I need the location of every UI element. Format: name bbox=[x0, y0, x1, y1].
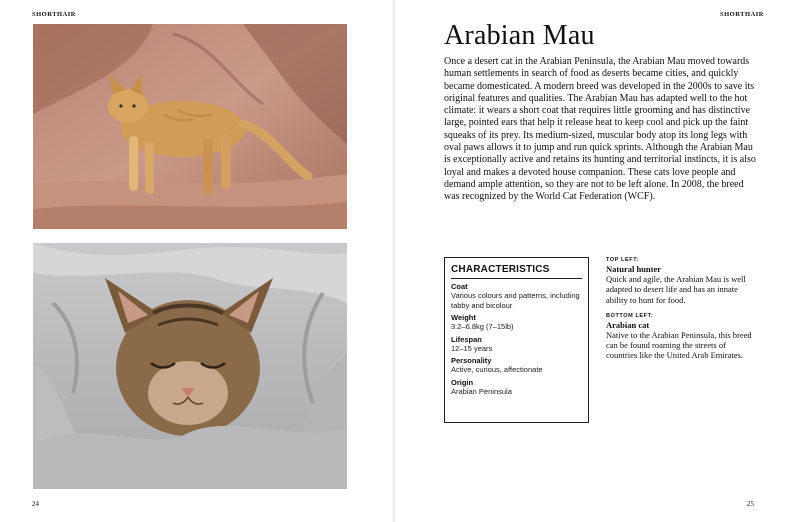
photo-cat-on-rocks bbox=[33, 24, 347, 229]
caption-position: TOP LEFT: bbox=[606, 257, 640, 263]
caption-text: Native to the Arabian Peninsula, this breed can be found roaming the streets of countries like the United Arab Emirates. bbox=[606, 329, 752, 361]
page-number-left: 24 bbox=[32, 500, 39, 508]
running-head-left: SHORTHAIR bbox=[32, 11, 77, 18]
origin-value: Arabian Peninsula bbox=[451, 386, 512, 396]
personality-value: Active, curious, affectionate bbox=[451, 365, 543, 374]
photo-captions bbox=[606, 257, 756, 361]
caption-top-left bbox=[606, 257, 756, 305]
characteristics-box bbox=[444, 257, 589, 423]
photo-kitten-in-blanket bbox=[33, 243, 347, 489]
caption-text: Quick and agile, the Arabian Mau is well adapted to desert life and has an innate ability to hunt for food. bbox=[606, 274, 746, 305]
caption-bottom-left bbox=[606, 313, 756, 361]
caption-position: BOTTOM LEFT: bbox=[606, 312, 654, 319]
running-head-right: SHORTHAIR bbox=[719, 11, 764, 18]
body-paragraph: Once a desert cat in the Arabian Peninsula, the Arabian Mau moved towards human settlements in search of food as deserts became cities, and quickly became domesticated. A modern breed was developed in the 2000s to save its original features and qualities. The Arabian Mau has adapted well to the hot climate: it wears a short coat that requires little grooming and has distinctive large, pointed ears that help it release heat to keep cool and pick up the faint squeaks of its prey. Its medium-sized, muscular body atop its long legs with oval paws allows it to jump and run quick sprints. Although the Arabian Mau is exceptionally active and retains its hunting and territorial instincts, it is also loyal and makes a devoted house companion. These cats love people and demand ample attention, so they are not to be left alone. In 2008, the breed was recognized by the World Cat Federation (WCF). bbox=[444, 56, 756, 203]
characteristics-heading: CHARACTERISTICS bbox=[451, 264, 582, 279]
origin-label: Origin bbox=[451, 377, 474, 387]
coat-value: Various colours and patterns, including tabby and bicolour bbox=[451, 291, 580, 310]
personality-label: Personality bbox=[451, 356, 492, 365]
page-title: Arabian Mau bbox=[444, 20, 595, 51]
lifespan-value: 12–15 years bbox=[451, 343, 493, 353]
caption-title: Natural hunter bbox=[606, 264, 662, 274]
weight-value: 3.2–6.8kg (7–15lb) bbox=[451, 322, 514, 331]
coat-label: Coat bbox=[451, 282, 468, 291]
lifespan-label: Lifespan bbox=[451, 334, 482, 344]
weight-label: Weight bbox=[451, 313, 476, 322]
page-number-right: 25 bbox=[747, 500, 754, 508]
right-page bbox=[395, 0, 790, 522]
caption-title: Arabian cat bbox=[606, 319, 650, 330]
